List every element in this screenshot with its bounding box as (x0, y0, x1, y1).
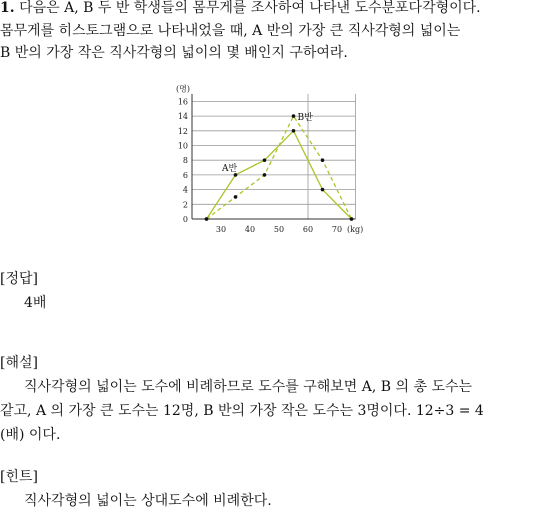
x-tick-label: 50 (273, 225, 285, 234)
hint-text: 직사각형의 넓이는 상대도수에 비례한다. (24, 493, 272, 509)
y-tick-label: 0 (182, 215, 188, 224)
x-tick-label: 40 (244, 225, 256, 234)
series-label-a: A반 (222, 163, 238, 174)
series-label-b: B반 (297, 113, 313, 124)
problem-line-2: 몸무게를 히스토그램으로 나타내었을 때, A 반의 가장 큰 직사각형의 넓이는 (0, 23, 461, 39)
answer-text: 4배 (24, 295, 47, 311)
data-point (321, 188, 325, 192)
answer-heading: [정답] (0, 271, 38, 287)
y-tick-label: 2 (182, 200, 188, 210)
data-point (292, 129, 296, 133)
x-unit-label: (kg) (347, 225, 364, 234)
data-point (263, 158, 267, 162)
explanation-line-1: 직사각형의 넓이는 도수에 비례하므로 도수를 구해보면 A, B 의 총 도수는 (24, 379, 473, 395)
x-tick-label: 60 (302, 225, 314, 234)
y-tick-label: 10 (177, 141, 188, 151)
data-point (205, 217, 209, 221)
x-tick-label: 30 (215, 225, 227, 234)
data-point (350, 217, 354, 221)
y-tick-label: 14 (177, 112, 188, 122)
y-tick-label: 8 (182, 156, 188, 166)
frequency-polygon-chart (168, 76, 368, 236)
data-point (263, 173, 267, 177)
data-point (292, 114, 296, 118)
data-point (234, 195, 238, 199)
explanation-heading: [해설] (0, 355, 38, 371)
chart-labels (176, 83, 363, 234)
y-tick-label: 12 (177, 126, 188, 136)
y-tick-label: 6 (182, 170, 188, 180)
y-tick-label: 16 (177, 97, 188, 107)
problem-number: 1. (0, 0, 15, 16)
data-point (321, 158, 325, 162)
explanation-line-2: 같고, A 의 가장 큰 도수는 12명, B 반의 가장 작은 도수는 3명이다. 12÷3 = 4 (0, 403, 484, 419)
problem-line-3: B 반의 가장 작은 직사각형의 넓이의 몇 배인지 구하여라. (0, 45, 348, 61)
hint-heading: [힌트] (0, 469, 38, 485)
y-unit-label: (명) (176, 84, 190, 94)
explanation-line-3: (배) 이다. (0, 427, 61, 443)
problem-line-1 (0, 0, 481, 19)
problem-text-1: 다음은 A, B 두 반 학생들의 몸무게를 조사하여 나타낸 도수분포다각형이다. (19, 0, 481, 16)
y-tick-label: 4 (182, 185, 188, 195)
x-tick-label: 70 (331, 225, 343, 234)
